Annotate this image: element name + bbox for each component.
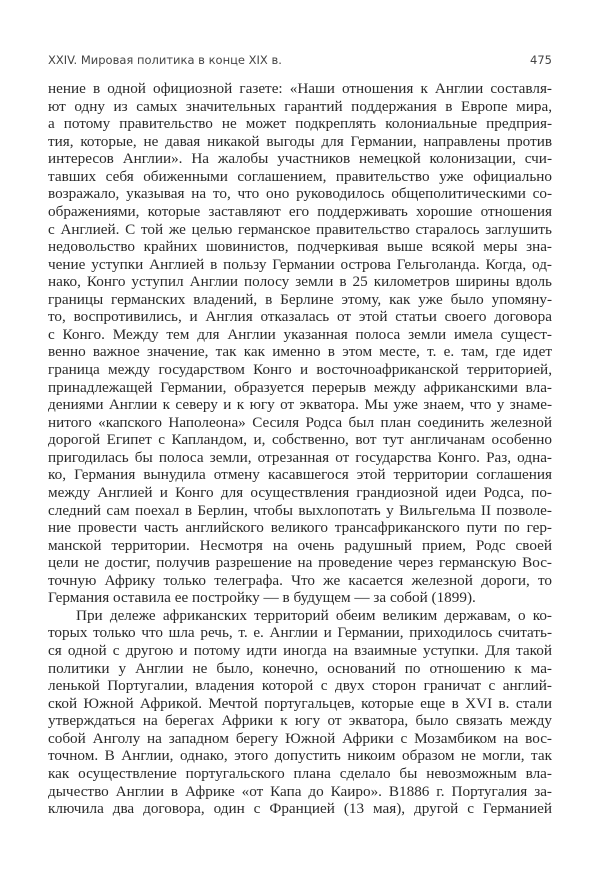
text-line: При дележе африканских территорий обеим великим державам, о ко-: [76, 606, 552, 624]
text-line: возражало, указывая на то, что оно руководилось общеполитическими со-: [48, 185, 552, 203]
text-line: ся одной с другою и потому идти иногда на взаимные уступки. Для такой: [48, 642, 552, 659]
text-line: политики у Англии не было, конечно, оснований по отношению к ма-: [48, 659, 552, 677]
text-line: ко, Германия вынудила отмену касавшегося этой территории соглашения: [48, 466, 552, 484]
text-line: принадлежащей Германии, образуется перерыв между африканскими вла-: [48, 378, 552, 396]
text-line: точном. В Англии, однако, этого допустить никоим образом не могли, так: [48, 747, 552, 765]
page-number: 475: [530, 53, 552, 67]
text-line: тия, которые, не давая никакой выгоды для Германии, направлены против: [48, 132, 552, 150]
text-line: пригодилась бы полоса земли, отрезанная от государства Конго. Раз, одна-: [48, 448, 552, 466]
text-line: цели не достиг, получив разрешение на проведение через германскую Вос-: [48, 554, 552, 572]
text-line: манской территории. Несмотря на очень радушный прием, Родс своей: [48, 536, 552, 554]
body-text: [48, 80, 552, 818]
text-line: нитого «капского Наполеона» Сесиля Родса был план соединить железной: [48, 413, 552, 431]
running-header: [48, 53, 552, 67]
text-line: следний сам поехал в Берлин, чтобы выхлопотать у Вильгельма II позволе-: [48, 501, 552, 519]
text-line: недовольство крайних шовинистов, подчеркивая выше всякой меры зна-: [48, 238, 552, 256]
text-line: ют одну из самых значительных гарантий поддержания в Европе мира,: [48, 97, 552, 115]
text-line: дычество Англии в Африке «от Капа до Каиро». В1886 г. Португалия за-: [48, 782, 552, 800]
text-line: как осуществление португальского плана сделало бы невозможным вла-: [48, 764, 552, 782]
text-line: ние провести часть английского великого трансафриканского пути по гер-: [48, 519, 552, 537]
text-line: нение в одной официозной газете: «Наши отношения к Англии составля-: [48, 80, 552, 97]
text-line: интересов Англии». На жалобы участников немецкой колонизации, счи-: [48, 150, 552, 168]
text-line: утверждаться на берегах Африки к югу от экватора, было связать между: [48, 712, 552, 730]
text-line: а потому правительство не может подкреплять колониальные предприя-: [48, 115, 552, 133]
text-line: ключила два договора, один с Францией (13 мая), другой с Германией: [48, 800, 552, 818]
text-line: нако, Конго уступил Англии полосу земли в 25 километров ширины вдоль: [48, 273, 552, 291]
chapter-title: XXIV. Мировая политика в конце XIX в.: [48, 53, 282, 67]
text-line: собой Анголу на западном берегу Южной Африки с Мозамбиком на вос-: [48, 729, 552, 747]
text-line: ской Южной Африкой. Мечтой португальцев, которые еще в XVI в. стали: [48, 694, 552, 712]
text-line: граница между государством Конго и восточноафриканской территорией,: [48, 361, 552, 378]
text-line: дорогой Египет с Капландом, и, собственно, вот тут англичанам особенно: [48, 431, 552, 449]
text-line: ленькой Португалии, владения которой с двух сторон граничат с англий-: [48, 677, 552, 695]
text-line: точную Африку только телеграфа. Что же касается железной дороги, то: [48, 571, 552, 589]
text-line: с Англией. С той же целью германское правительство старалось заглушить: [48, 220, 552, 238]
text-line: дениями Англии к северу и к югу от экватора. Мы уже знаем, что у знаме-: [48, 396, 552, 414]
text-line: с Конго. Между тем для Англии указанная полоса земли имела сущест-: [48, 325, 552, 343]
text-line: ображениями, которые заставляют его поддерживать хорошие отношения: [48, 202, 552, 220]
text-line: венно важное значение, так как именно в этом месте, т. е. там, где идет: [48, 343, 552, 361]
text-line: между Англией и Конго для осуществления грандиозной идеи Родса, по-: [48, 483, 552, 501]
text-line: торых только что шла речь, т. е. Англии и Германии, приходилось считать-: [48, 624, 552, 642]
text-line: то, воспротивились, и Англия отказалась от этой статьи своего договора: [48, 308, 552, 326]
text-line: границы германских владений, в Берлине этому, как уже было упомяну-: [48, 290, 552, 308]
text-line: чение уступки Англией в пользу Германии острова Гельголанда. Когда, од-: [48, 255, 552, 273]
text-line: тавших себя обиженными соглашением, правительство уже официально: [48, 167, 552, 185]
text-line: Германия оставила ее постройку — в будущем — за собой (1899).: [48, 589, 476, 607]
